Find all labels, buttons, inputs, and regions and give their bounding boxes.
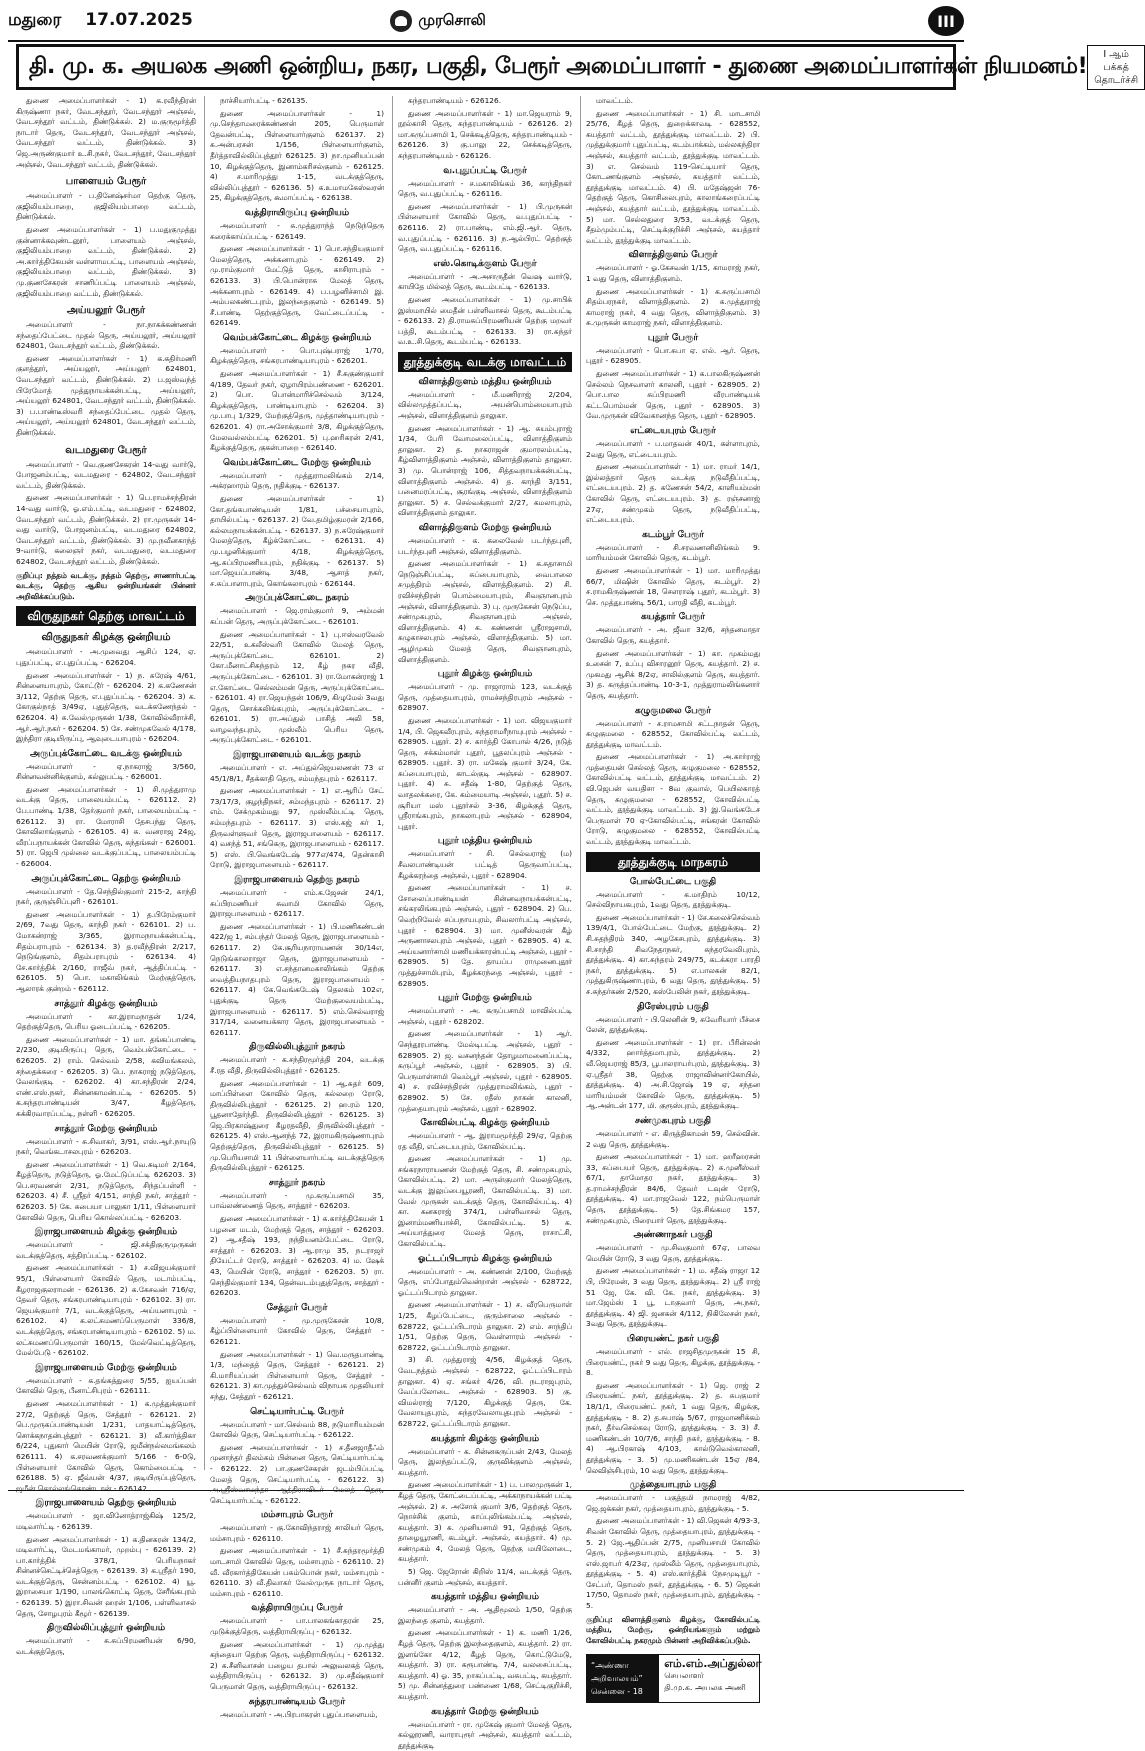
paragraph: அமைப்பாளர் - பொ.சுபா ஏ. எல். ஆர். தெரு, புதூர் - 628905. [586,345,760,366]
section-heading: எஸ்.கொடிக்குளம் பேரூர் [433,258,537,269]
paragraph: அமைப்பாளர் - ஜெ.ராம்குமார் 9, அம்மன் கப்பன் தெரு, அருப்புக்கோட்டை - 626101. [210,606,384,626]
paragraph: அமைப்பாளர் - மு. ராஜாராம் 123, வடக்குத் தெரு, முத்தையாபுரம், ராமச்சந்திரபுரம் அஞ்சல் - 628907. [398,682,572,713]
paragraph: துணை அமைப்பாளர்கள் - 1) ச. வீரபெருமாள் 1/25, கீழப்பேட்டை, குரும்சாலை அஞ்சல் - 628722, ஓட்டப்பிடாரம் தாலுகா. 2) எம். சாந்திப் 1/51, தெற்கு தெரு, வெள்ளாரம் அஞ்சல் - 628722, ஓட்டப்பிடாரம் தாலுகா. [398,1300,572,1352]
section-heading: விளாத்திகுளம் பேரூர் [628,250,718,261]
paragraph: துணை அமைப்பாளர்கள் - 1) மு.முத்து கந்தையா தெற்கு தெரு, வத்திராயிருப்பு - 626132. 2) சு.சீனிவாசன் பழைய தபால் அலுவலகத் தெரு, வத்திராயிருப்பு - 626132. 3) மு.சதீஷ்குமார் பெருமாள் தெரு, வத்திராயிருப்பு - 626132. [210,1639,384,1691]
office-address: “அண்ணா அறிவாலயம்” சென்னை - 18 [587,1655,659,1702]
section-heading: அருப்புக்கோட்டை தெற்கு ஒன்றியம் [31,873,181,884]
paper-name: முரசொலி [418,11,486,29]
signatory-org: தி.மு.க. அயலக அணி [664,1683,746,1693]
paragraph: அமைப்பாளர் - மா.செல்வம் 88, நடுமாரியம்மன் கோவில் தெரு, செட்டியார்பட்டி - 626122. [210,1419,384,1440]
paragraph: துணை அமைப்பாளர்கள் - 1) க.கார்த்திகேயன் 1 பழனை மடம், மேற்குத் தெரு, சாத்தூர் - 626203. 2) ஆ.சதீஷ் 193, நந்தியனம்பேட்டை ரோடு, சாத்தூர் - 626203. 3) ஆ.ராமு 35, நடராஜர் தியேட்டர் ரோடு, சாத்தூர் - 626203. 4) ம. ஷேக் 43, மெயின் ரோடு, சாத்தூர் - 626203. 5) ரா. செந்தில்குமார் 134, தென்வடம்புதுத்தெரு, சாத்தூர் - 626203. [210,1214,384,1298]
paragraph: அமைப்பாளர் - முத்துராமலிங்கம் 2/14, அக்ரஹாரம் தெரு, நதிக்குடி - 626137. [210,470,384,491]
section-heading: போல்பேட்டை பகுதி [629,876,717,887]
notice: குறிப்பு: நத்தம் வடக்கு, நத்தம் தெற்கு, சாணார்பட்டி வடக்கு, தெற்கு ஆகிய ஒன்றியங்கள் பின்னர் அறிவிக்கப்படும். [16,570,196,601]
paragraph: அமைப்பாளர் - சி. செல்வராஜ் (ம) சீவலபாண்டியன் பட்டித் தெருவாப்பட்டி, கீழக்கரந்தை அஞ்சல், புதூர் - 628904. [398,849,572,880]
paragraph: சுந்தரபாண்டியம் - 626126. [408,96,502,105]
section-heading: சாத்தூர் கிழக்கு ஒன்றியம் [54,998,158,1009]
section-heading: புதூர் பேரூர் [647,332,699,343]
paragraph: துணை அமைப்பாளர்கள் - 1) பி.மணிகண்டன் 422/ஜ 1, சம்பந்தர் மேலத் தெரு, இராஜபாளையம் - 626117. 2) கே.சூரியநாராயணன் 30/14எ, நெடுங்காலராஜா தெரு, இராஜபாளையம் - 626117. 3) எ.சந்தானமகாலிங்கம் தெற்கு வைத்தியநாதபுரம் தெரு, இராஜபாளையம் - 626117. 4) கே.வெங்கடேஷ் தெலகம் 102எ, புதுக்குடி தெரு மேற்குவையம்பட்டி, இராஜபாளையம் - 626117. 5) எம்.செல்வராஜ் 317/14, வனையக்கார தெரு, இராஜபாளையம் - 626117. [210,921,384,1037]
paragraph: துணை அமைப்பாளர்கள் - 1) ஆர். செந்தூரபாண்டி மேல்டிபட்டி அஞ்சல், புதூர் - 628905. 2) ஜ. வசனந்தன் தோழமாமனைப்பட்டி, கருப்பூர் அஞ்சல், புதூர் - 628905. 3) பி. பெருமாள்சாமி வெம்பூர் அஞ்சல், புதூர் - 628905. 4) ச. ரவிச்சந்திரன் முத்துராமலிங்கம், புதூர் - 628902. 5) சே. ரதீஸ் நாகன் காலனி, முத்தையாபுரம் அஞ்சல், புதூர் - 628902. [398,1029,572,1113]
paragraph: அமைப்பாளர் - அ.பிரபாகரன் புதுப்பாளையம், [220,1709,378,1719]
section-heading: வடமதுரை பேரூர் [65,444,147,456]
paragraph: துணை அமைப்பாளர்கள் - 1) ம. சதீஷ் ராஜா 12 பி, பிரேமன், 3 வது தெரு, தூத்துக்குடி. 2) ஸ்ரீ ராஜ் 51 ஜே, கே. வி. கே. நகர், தூத்துக்குடி. 3) மா.ஜேம்ஸ் 1 பூ, டாகுவார் தெரு, அ.நகர், தூத்துக்குடி. 4) ஜி. ஜனகன் 4/112, நிகிலேசன் நகர், 3வது தெரு, தூத்துக்குடி. [586,1266,760,1329]
section-heading: ஓட்டப்பிடாரம் கிழக்கு ஒன்றியம் [417,1253,553,1264]
paragraph: அமைப்பாளர் - எ. அப்துல்ஜெயலணன் 73 எ 45/1/8/1, சீதக்காதி தெரு, சம்மந்தபுரம் - 626117. [210,763,384,783]
paragraph: துணை அமைப்பாளர்கள் - 1) ரா. பீரின்லன் 4/332, ஹார்த்தமாபுரம், தூத்துக்குடி. 2) வீ.ஜெயராஜ் 85/3, பூபாலராயர்புரம், தூத்துக்குடி. 3) ஏ.ஸ்ரீதர் 38, தெற்கு ராஜாவின்னர்கோயில், தூத்துக்குடி. 4) அ.சி.ஜோஷ் 19 ஏ, சந்தன மாரியம்மன் கோவில் தெரு, தூத்துக்குடி. 5) ஆ.அன்டன் 177, மி. குரூஸ்புரம், தூத்துக்குடி. [586,1037,760,1111]
section-heading: அருப்புக்கோட்டை நகரம் [245,593,349,604]
paragraph: அமைப்பாளர் - ஏ.நாகராஜ் 3/560, சின்னவன்னிக்குளம், கல்லுபட்டி - 626001. [16,761,196,782]
paragraph: துணை அமைப்பாளர்கள் - 1) ப.மதுகுமுத்து குன்னாக்கவுண்டனூர், பாளையம் அஞ்சல், குஜிலியம்பாறை வட்டம், திண்டுக்கல். 2) அ.கார்த்திகேயன் வள்ளாமபட்டி, பாளையம் அஞ்சல், குஜிலியம்பாறை வட்டம், திண்டுக்கல். 3) மு.குணசேகரன் சாணிப்பட்டி பாளையம் அஞ்சல், குஜிலியம்பாறை வட்டம், திண்டுக்கல். [16,224,196,298]
section-heading: இராஜபாளையம் வடக்கு நகரம் [233,750,361,761]
section-heading: புதூர் மேற்கு ஒன்றியம் [438,993,532,1004]
paragraph: அமைப்பாளர் - க.மாதிரம் 10/12, செல்விநாயகபுரம், 1வது தெரு, தூத்துக்குடி. [586,889,760,910]
paragraph: அமைப்பாளர் - ஆ. இராமமூர்த்தி 29/ஏ, தெற்கு ரத வீதி, எட்டையபுரம், கோவில்பட்டி. [398,1131,572,1151]
paragraph: துணை அமைப்பாளர்கள் - 1) ஜெ. ராஜ் 2 பிரையண்ட் நகர், தூத்துக்குடி. 2) த. சுபகுமார் 18/1/1, பிரையண்ட் நகர், 1 வது தெரு, கிழக்கு, தூத்துக்குடி - 8. 2) த.சுபாஷ் 5/67, ராஜமாணிக்கம் நகர், தீர்வசெல்கவு ரோடு, தூத்துக்குடி - 3. 3) சீ. மணிகண்டன் 10/7/6, சாந்தி நகர், தூத்துக்குடி - 8. 4) ஆ.பிரகாஷ் 4/103, கால்டுவெல்காலனி, தூத்துக்குடி - 3. 5) மு.மணிகண்டன் 15ஏ /84, லெவிஞ்சிபுரம், 10 வது தெரு, தூத்துக்குடி. [586,1380,760,1475]
section-heading: இராஜபாளையம் மேற்கு ஒன்றியம் [35,1362,177,1373]
paragraph: அமைப்பாளர் - க. சின்னகருப்பன் 2/43, மேலத் தெரு, இலந்தப்பட்டு, குருவிக்குளம் அஞ்சல், கயத்தார். [398,1446,572,1477]
section-heading: பாளையம் பேரூர் [65,176,147,188]
paragraph: அமைப்பாளர் - சு.சுப்பிரமணியன் 6/90, வடக்குத்தெரு, [16,1636,196,1656]
paragraph: 3) சி. முத்துராஜ் 4/56, கிழக்குத் தெரு, வேடநத்தம் அஞ்சல் - 628722, ஓட்டப்பிடாரம் தாலுகா. 4) ஏ. சங்கர் 4/26, வி. நடராஜபுரம், வேப்பலோடை அஞ்சல் - 628903. 5) கு. விமல்ராஜ் 7/120, கிழக்குத் தெரு, கே. வேலாயுதபுரம், சுந்தரவேலாயுதபுரம் அஞ்சல் - 628722, ஓட்டப்பிடாரம் தாலுகா. [398,1355,572,1428]
paragraph: அமைப்பாளர் - மு.முருகேசன் 10/8, கீழ்ப்பிள்ளையார் கோவில் தெரு, சேத்தூர் - 626121. [210,1315,384,1346]
page-number: III [928,6,964,36]
notice: குறிப்பு: விளாத்திகுளம் கிழக்கு, கோவில்பட்டி மத்திய, மேற்கு, ஒன்றியங்களும் மற்றும் கோவில்பட்டி நகரமும் பின்னர் அறிவிக்கப்படும். [586,1614,760,1645]
paragraph: துணை அமைப்பாளர்கள் - 1) கா. முகம்மது உசைன் 7, உப்பு விசாரனூர் தெரு, கயத்தார். 2) ச. முகமது ஆசிக் 8/2ஏ, சாலில்குளம் தெரு, கயத்தார். 3) த. கருத்தப்பாண்டி 10-3-1, முத்துராமலிங்கனார் தெரு, கயத்தார். [586,648,760,700]
paragraph: அமைப்பாளர் - பகுத்தமி நாமராஜ் 4/82, ஜெ.ஜக்கன் நகர், முத்தையாபுரம், தூத்துக்குடி - 5. [586,1493,760,1513]
section-heading: சாத்தூர் நகரம் [268,1177,326,1188]
paragraph: துணை அமைப்பாளர்கள் - 1) க.சுருப்பசாமி சிதம்பரநகர், விளாத்திகுளம். 2) க.முத்துராஜ் காமராஜ் நகர், 4 வது தெரு, விளாத்திகுளம். 3) சு.முருகன் காமராஜ் நகர், விளாத்திகுளம். [586,286,760,328]
continuation-note-line2: தொடர்ச்சி [1094,74,1139,86]
paragraph: அமைப்பாளர் - அ. ஆதிமூலம் 1/50, தெற்கு இலந்தை குளம், கயத்தார். [398,1605,572,1625]
section-heading: வெம்பக்கோட்டை கிழக்கு ஒன்றியம் [222,332,372,343]
section-heading: அருப்புக்கோட்டை வடக்கு ஒன்றியம் [30,748,182,759]
section-heading: மம்சாபுரம் பேரூர் [260,1510,334,1521]
section-heading: முத்தையாபுரம் பகுதி [629,1480,717,1491]
section-heading: கழுகுமலை பேரூர் [635,705,711,716]
paragraph: துணை அமைப்பாளர்கள் - 1) கோ.தங்கபாண்டியன் 1/81, பச்சையாபுரம், தாயில்பட்டி - 626137. 2) வே.தமிழ்குமரன் 2/166, கல்லமநாயக்கன்பட்டி - 626137. 3) ந.சுரேஷ்குமார் மேலத்தெரு, கீழ்க்கோட்டை - 626131. 4) மு.பழனிக்குமார் 4/18, கிழக்குத்தெரு, ஆ.சுப்பிரமணியபுரம், நதிக்குடி - 626137. 5) மா.ஜெயப்பாண்டி 3/48, ஆசாத் நகர், ச.சுப்பாளாபுரம், கொங்கலாபுரம் - 626144. [210,494,384,588]
paragraph: துணை அமைப்பாளர்கள் - 1) க.பாலகிருஷ்ணன் செல்லம் நெசவாளர் காலனி, புதூர் - 628905. 2) பொ.பால சுப்பிரமணி வீரபாண்டியக் கட்டபொம்மன் தெரு, புதூர் - 628905. 3) வே.முருகன் விவேகானந்த தெரு, புதூர் - 628905. [586,369,760,421]
district-banner: விருதுநகர் தெற்கு மாவட்டம் [16,606,196,626]
column-1 [16,96,196,1656]
section-heading: இராஜபாளையம் கிழக்கு ஒன்றியம் [34,1227,178,1238]
paragraph: துணை அமைப்பாளர்கள் - 1) பெ.ராமச்சந்திரன் 14-வது வார்டு, ஓ.எம்.பட்டி, வடமதுரை - 624802, வேடசந்தூர் வட்டம், திண்டுக்கல். 2) ரா.முருகன் 14-வது வார்டு, போஜனம்பட்டி, வடமதுரை 624802, வேடசந்தூர் வட்டம், திண்டுக்கல். 3) மு.நவீனகாந்த் 9-வார்டு, கலைஞர் நகர், வடமதுரை, வடமதுரை 624802, வேடசந்தூர் வட்டம், திண்டுக்கல். [16,493,196,566]
section-heading: சேத்தூர் பேரூர் [266,1302,328,1313]
paragraph: துணை அமைப்பாளர்கள் - 1) மா. தங்கப்பாண்டி 2/230, குடியிருப்பு தெரு, வெம்பக்கோட்டை - 626205. 2) ராம். செல்வம் 2/58, கவிமங்கலம், சந்தைக்கரை - 626205. 3) பெ. நாகராஜ் நடுத்தெரு, வேலங்குடி - 626202. 4) கா.சந்திரன் 2/24, எண்.எஸ்.நகர், சின்னகாமன்பட்டி - 626205. 5) க.சுந்தரபாண்டியன் 3/47, கீழத்தெரு, சுக்கிரவாரப்பட்டி, நள்ளி - 626205. [16,1034,196,1118]
paragraph: அமைப்பாளர் - அ. கருப்பசாமி மாவில்பட்டி அஞ்சல், புதூர் - 628202. [398,1006,572,1026]
paragraph: துணை அமைப்பாளர்கள் - 1) சி. மாடசாமி 25/76, கீழத் தெரு, துறைக்காவடி - 628552, கயத்தார் வட்டம், தூத்துக்குடி மாவட்டம். 2) பி. முத்துக்குமார் புதுப்பட்டி, கடம்பாக்கம், மல்லகந்திரா அஞ்சல், கயத்தார் வட்டம், தூத்துக்குடி மாவட்டம். 3) எ. செல்வம் 119-செட்டியார் தெரு, கோடணங்குளம் அஞ்சல், கயத்தார் வட்டம், தூத்துக்குடி மாவட்டம். 4) பி. மதேஷ்ஜன் 76-தெற்குத் தெரு, கொசிலைபுரம், காலாங்கரைப்பட்டி அஞ்சல், கயத்தார் வட்டம், தூத்துக்குடி மாவட்டம். 5) மா. செல்லதுரை 3/53, வடக்குத் தெரு, சீதம்மும்பட்டி, செட்டிக்குறிச்சி அஞ்சல், கயத்தார் வட்டம், தூத்துக்குடி மாவட்டம். [586,108,760,245]
paragraph: அமைப்பாளர் - கு.கோவிந்தராஜ் சாலியர் தெரு, மம்சாபுரம் - 626110. [210,1523,384,1543]
district-banner: தூத்துக்குடி மாநகரம் [586,852,760,872]
paragraph: அமைப்பாளர் - சு.சிவாகர், 3/91, எஸ்.ஆர்.நாயுடு நகர், வெங்கடாசலபுரம் - 626203. [16,1136,196,1157]
section-heading: இராஜபாளையம் தெற்கு ஒன்றியம் [35,1498,177,1509]
paragraph: துணை அமைப்பாளர்கள் - 1) க.முத்துக்குமார் 27/2, தெற்குத் தெரு, சேத்தூர் - 626121. 2) பெ.முருகப்பாண்டியன் 1/231, பாதயாட்டித்தெரு, சொக்கநாதன்புத்தூர் - 626121. 3) வீ.கார்த்திகா 6/224, புதுகார் மெயின் ரோடு, ஜமீன்நல்லமங்கலம் 626111. 4) க.சரவணக்குமார் 5/166 - 6-0டு, பிள்ளையார் கோவில் தெரு, கொம்மைபட்டி - 626188. 5) ஏ. ஜீவ்யன் 4/37, குடியிருப்புத்தெரு, ஜமீன் கொல்லங்கொண்டான் - 626142. [16,1398,196,1493]
paragraph: துணை அமைப்பாளர்கள் - 1) வெ.சுடிமர் 2/164, கீழத்தெரு, நடுத்தெரு, ஓ.மேட்டுப்பட்டி 626203. 3) பெ.சரவணன் 2/31, நடுத்தெரு, சிந்தப்பள்ளி - 626203. 4) சீ. ஸ்ரீதர் 4/151, சாந்தி நகர், சாத்தூர் - 626203. 5) கே. சுபையா பாலுகா 1/11, பிள்ளையார் கோவில் தெரு, பெரிய கொல்லப்பட்டி - 626203. [16,1159,196,1222]
paragraph: துணை அமைப்பாளர்கள் - 1) சீ.சுகுண்குமார் 4/189, தேவர் நகர், ஏழாயிரம்பண்ணை - 626201. 2) பொ. பொன்மாரிச்செல்வம் 3/124, கிழக்குத்தெரு, பாண்டியாபுரம் - 626204. 3) மு.பாபு 1/329, மேற்குத்தெரு, முத்தாண்டியாபுரம் - 626201. 4) ரா.அசோக்குமார் 3/8, கிழக்குத்தெரு, மேலவல்லம்பட்டி 626201. 5) பு.ஹரிகரன் 2/41, கீழக்குத்தெரு, குகன்பாறை - 626140. [210,369,384,453]
paragraph: துணை அமைப்பாளர்கள் - 1) ச.தீனஜாதீஃம் முனாந்தர் திலம்கம் பின்னை தெரு, செட்டியார்பட்டி - 626122. 2) பா.குணசேகரன் ஜடம்பிப்பட்டி மேலத் தெரு, செட்டியார்பட்டி - 626122. 3) அ.ஸ்ரீஸ்வாமந்தா ஆத்திராவிடர் மேலத் தெரு, செட்டியார்பட்டி - 626122. [210,1442,384,1505]
column-3 [392,96,572,1750]
section-heading: திருவில்லிப்புத்தூர் ஒன்றியம் [46,1623,166,1634]
section-heading: திருவில்லிபுத்தூர் நகரம் [249,1042,345,1053]
paragraph: துணை அமைப்பாளர்கள் - 1) ப. பாலமுருகன் 1, கீழத் தெரு, கோட்டைப்பட்டி, அக்காநாயக்கன் பட்டி அஞ்சல். 2) ச. அசோக் குமார் 3/6, தெற்குத் தெரு, நொச்சிக் குளம், காப்புலிங்கம்பட்டி அஞ்சல், கயத்தார். 3) சு. முனியசாமி 91, தெற்குத் தெரு, தாழையூரணி, கடம்பூர். அஞ்சல், கயத்தார். 4) மு. சண்முகம் 4, மேலத் தெரு, தெற்கு மயிலோடை, கயத்தார். [398,1480,572,1564]
section-heading: இராஜபாளையம் தெற்கு நகரம் [234,875,360,885]
section-heading: சுந்தரபாண்டியம் பேரூர் [248,1696,346,1707]
paragraph: 5) ஜெ. ஜேரோன் கிறிஸ் 11/4, வடக்குத் தெரு, பன்னீர் குளம் அஞ்சல், கயத்தார். [398,1567,572,1587]
section-heading: எட்டையபுரம் பேரூர் [630,426,716,437]
paragraph: அமைப்பாளர் - க.சந்திரமூர்த்தி 204, வடக்கு சீ.ரத வீதி, திருவில்லிபுத்தூர் - 626125. [210,1055,384,1075]
paragraph: துணை அமைப்பாளர்கள் - 1) வி.ஜெகன் 4/93-3, சிவன் கோவில் தெரு, முத்தையாபுரம், தூத்துக்குடி - 5. 2) ஜே.ஆதிப்பன் 2/75, முனியசாமி கோவில் தெரு, முத்தையாபுரம், தூத்துக்குடி - 5. 3) எஸ்.ஜாபர் 4/23ஏ, முஸ்லீம் தெரு, முத்தையாபுரம், தூத்துக்குடி - 5. 4) எஸ்.கார்த்திக் நேசமுடியூர் - சேட்பர், தொமஸ் நகர், தூத்துக்குடி - 6. 5) ஜெகன் 17/50, தொமஸ் நகர், முத்தையாபுரம், தூத்துக்குடி - 5. [586,1516,760,1611]
section-heading: விளாத்திகுளம் மேற்கு ஒன்றியம் [418,523,552,533]
paragraph: அமைப்பாளர் - அ. ஜீவா 32/6, சந்தனமாதா கோவில் தெரு, கயத்தார். [586,625,760,645]
paragraph: அமைப்பாளர் - மு.சிவகுமார் 67ஏ, பாலவ மெயின் ரோடு, 3 வது தெரு, தூத்துக்குடி. [586,1243,760,1263]
paragraph: துணை அமைப்பாளர்கள் - 1) மா.ஜெயராம் 9, நூல்காசி தெரு, சுந்தரபாண்டியம் - 626126. 2) மா.கருப்பசாமி 1, செக்கடித்தெரு, சுந்தரபாண்டியம் - 626126. 3) கு.பாலு 22, செக்கடித்தெரு, சுந்தரபாண்டியம் - 626126. [398,108,572,160]
paragraph: துணை அமைப்பாளர்கள் - 1) ச. சோலைப்பாண்டியன் சின்னவநாயக்கன்பட்டி, சங்கரலிங்கபுரம் அஞ்சல், புதூர் - 628904. 2) பெ. வெற்றிவேல் சப்பநாயபுரம், சிவலார்பட்டி அஞ்சல், புதூர் - 628904. 3) மா. முனீஸ்வரன் கீழ் அருணாசலபுரம் அஞ்சல், புதூர் - 628905. 4) க. அய்யனார்சாமி மணியக்காரன்பட்டி அஞ்சல், புதூர் - 628905. 5) தே. தாயப்ப ராமுனைபுதூர் முத்துச்சாமிபுரம், கீழக்கரந்தை அஞ்சல், புதூர் - 628905. [398,883,572,988]
paragraph: துணை அமைப்பாளர்கள் - 1) சே.கலைச்செல்வம் 139/4/1, போல்பேட்டை மேற்கு, தூத்துக்குடி. 2) சி.சுதந்திரம் 340, அழகேசபுரம், தூத்துக்குடி. 3) சி.சாந்தி சிவநேதாநகர், சுந்தரவேலிபுரம், தூத்துக்குடி. 4) கா.சுந்தரம் 249/75, கடக்கரா பாரதி நகர், தூத்துக்குடி. 5) எ.பாலகன் 82/1, முத்துகிருஷ்ணாபுரம், 6 வது தெரு, தூத்துக்குடி. 5) ச.சுந்தர்கண் 2/520, கஸ்பேலின் நகர், தூத்துக்குடி. [586,912,760,996]
paragraph: அமைப்பாளர் - தே.செந்தில்குமார் 215-2, காந்தி நகர், குருஞ்சிப்புளி - 626101. [16,886,196,907]
paragraph: அமைப்பாளர் - கா.இராமநாதன் 1/24, தெற்குத்தெரு, பெரிய ஓடைப்பட்டி - 626205. [16,1011,196,1032]
section-heading: அய்யலூர் பேரூர் [66,305,146,317]
paragraph: துணை அமைப்பாளர்கள் - 1) மா. விஜயகுமார் 1/4, பி. ஜெகவீரபுரம், சுந்தராமரீநாயுபுரம் அஞ்சல் - 628905. புதூர். 2) ச. கார்த்தி கோபால் 4/26, நடுத் தெரு, சக்கம்மாள் புதூர், பூதலப்புரம் அஞ்சல் - 628905. புதூர். 3) ரா. மகேஷ் குமார் 3/24, கே. சுப்பையாபுரம், காடல்குடி அஞ்சல் - 628907. புதூர். 4) சு. சதீஷ் 1-80, தெற்குத் தெரு, வாதலக்கரை, கே. கம்மையாடி அஞ்சல், புதூர். 5) ச. சூரியா மஸ் புதூர்சல் 3-36, கிழக்குத் தெரு, ஸ்ரீராங்கபுரம், நாகலாபுரம் அஞ்சல் - 628904, புதூர். [398,715,572,831]
section-heading: அண்ணாநகர் பகுதி [633,1230,713,1241]
paragraph: துணை அமைப்பாளர்கள் - 1) க. மணி 1/26, கீழத் தெரு, தெற்கு இலந்தைகுளம், கயத்தார். 2) ரா. இளங்கோ 4/12, கீழத் தெரு, கொட்டுமேடு, கயத்தார். 3) ரா. கரூபாண்டி 7/4, வலசைப்பட்டி, கயத்தார். 4) ஓ. 35, றாகப்பட்டி, வசுபட்டி, கயத்தார். 5) மு. சின்னத்துரை பண்ணை 1/68, செட்டிகுறிச்சி, கயத்தார். [398,1628,572,1701]
section-heading: புதூர் மத்திய ஒன்றியம் [437,836,533,847]
paragraph: துணை அமைப்பாளர்கள் - 1) மா. ஹரீஹரசன் 33, சுப்பையர் தெரு, தூத்துக்குடி. 2) சு.முனீஸ்வர் 67/1, தாமோதர நகர், தூத்துக்குடி. 3) த.ராமச்சந்திரன் 84/6, தேவர் டவுன் ரோடு, தூத்துக்குடி. 4) மா.ராஜவேல் 122, நம்பெருமாள் தெரு, தூத்துக்குடி. 5) தே.சிங்கமர 157, சண்முகபுரம், பிரையார் தெரு, தூத்துக்குடி. [586,1152,760,1225]
section-heading: கயத்தார் மத்திய ஒன்றியம் [430,1592,540,1603]
headline: தி. மு. க. அயலக அணி ஒன்றிய, நகர, பகுதி, பேரூர் அமைப்பாளர் - துணை அமைப்பாளர்கள் நியமனம்! [29,52,1088,79]
paragraph: துணை அமைப்பாளர்கள் - 1) த.பிரேம்குமார் 2/69, 7வது தெரு, காந்தி நகர் - 626101. 2) ப. மோகன்ராஜ் 3/365, இராமநாயக்கன்பட்டி, சிதம்பராபுரம் - 626134. 3) த.ரவீந்திரன் 2/217, நெடுங்குளம், சிதம்பராபுரம் - 626134. 4) சே.கார்த்திக் 2/160, ராஜீவ் நகர், ஆத்திப்பட்டி - 626105. 5) பொ. மகாலிங்கம் மேற்குத்தெரு, ஆலாரக் குன்றம் - 626112. [16,909,196,993]
section-heading: வத்திராயிருப்பு ஒன்றியம் [244,207,350,218]
continuation-note-line1: I ஆம் பக்கத் [1103,48,1129,73]
masthead-right [928,6,964,36]
paragraph: அமைப்பாளர் - க. கலைவேல் படர்ந்தபுளி, படர்ந்தபுளி அஞ்சல், விளாத்திகுளம். [398,536,572,556]
section-heading: வ.புதுப்பட்டி பேரூர் [443,165,527,176]
paragraph: அமைப்பாளர் - மீ.மணிராஜ் 2/204, வில்லமுத்தப்பட்டி, அயன்பொம்மையாபுரம் அஞ்சல், விளாத்திகுளம் தாலுகா. [398,389,572,421]
bottom-rule [8,1490,964,1491]
signatory-role: செயலாளர் [664,1671,704,1681]
paragraph: துணை அமைப்பாளர்கள் - 1) சி.முத்துராமு வடக்கு தெரு, பாலையம்பட்டி - 626112. 2) பே.பாண்டி 1/38, தேர்குமார் நகர், பாலையம்பட்டி - 626112. 3) ரா. மோராசி தேசபந்து தெரு, கோவிலாங்குளம் - 626105. 4) சு. வனராஜ 24ஜ, வீரப்பநாயக்கன் கோவில் தெரு, சுந்தங்கள் - 626001. 5) ரா. ஜெபி முல்லை வடக்குப்பட்டி, பாலையம்பட்டி - 626004. [16,784,196,869]
paragraph: அமைப்பாளர் - பா.பாலகங்காதரன் 25, முடுக்குத்தெரு, வத்திராயிருப்பு - 626132. [210,1616,384,1637]
paragraph: துணை அமைப்பாளர்கள் - 1) ச.விஜயக்குமார் 95/1, பிள்ளையார் கோவில் தெரு, மடாம்பட்டி, கீழராஜகுலராமன் - 626136. 2) க.கேசவன் 716/ஏ, தேவர் தெரு, சங்கரபாண்டியாபுரம் - 626102. 3) ரா. ஜெயக்குமார் 7/1, வடக்குத்தெரு, அய்யனாபுரம் - 626102. 4) க.லட்சுமணப்பெருமாள் 336/8, வடக்குத்தெரு, சங்கரபாண்டியாபுரம் - 626102. 5) ம. லட்சுமணப்பெருமாள் 160/15, மேல்வெட்டித்தெரு, மேல்பேடு - 626102. [16,1263,196,1358]
section-heading: வத்திராயிருப்பு பேரூர் [251,1603,343,1614]
signature-block [586,1654,760,1703]
paragraph: அமைப்பாளர் - ச.ராமசாமி சட்டநாதன் தெரு, கழுகுமலை - 628552, கோவில்பட்டி வட்டம், தூத்துக்குடி மாவட்டம். [586,718,760,749]
city: மதுரை [8,10,62,30]
section-heading: பிரையண்ட் நகர் பகுதி [626,1334,720,1344]
paragraph: அமைப்பாளர் - ச.மகாலிங்கம் 36, காந்திநகர் தெரு, வ.புதுப்பட்டி - 626116. [398,178,572,199]
section-heading: சாத்தூர் மேற்கு ஒன்றியம் [54,1123,158,1134]
signatory-name: எம்.எம்.அப்துல்லா [664,1657,762,1671]
masthead-brand [390,10,629,32]
newspaper-logo-icon [390,10,412,32]
paragraph: அமைப்பாளர் - அ.அசாருதீன் வெஷ வார்டு, காயிதே மில்லத் தெரு, கூடம்பட்டி - 626133. [398,271,572,292]
section-heading: விருதுநகர் கிழக்கு ஒன்றியம் [41,632,171,644]
paragraph: அமைப்பாளர் - க.தங்கத்துரை 5/55, ஐயப்பன் கோவில் தெரு, பீனாட்சிபுரம் - 626111. [16,1375,196,1396]
paragraph: அமைப்பாளர் - ப.மாதவன் 40/1, கள்ளாபுரம், 2வது தெரு, எட்டையபுரம். [586,439,760,459]
paragraph: அமைப்பாளர் - ரா. முகேஷ் குமார் மேலத் தெரு, கல்லூரணி, வாராபுரூர் அஞ்சல், கயத்தார் வட்டம், தூத்துக்குடி [398,1719,572,1750]
paragraph: அமைப்பாளர் - ஜா.வினோத்ராஜ்கிஷ் 125/2, மடிவார்ட்டி - 626139. [16,1511,196,1531]
section-heading: செட்டியார்பட்டி பேரூர் [250,1406,344,1417]
paragraph: அமைப்பாளர் - மு.கருப்பசாமி 35, பாவ்லண்ணைத் தெரு, சாத்தூர் - 626203. [210,1190,384,1211]
paragraph: துணை அமைப்பாளர்கள் - 1) க.சுதாசாமி நெடுஞ்சிப்பட்டி, சுப்பையாபுரம், வைபாலை சமுத்திரம் அஞ்சல், விளாத்திகுளம். 2) சி. ரவிச்சந்திரன் பொம்மையாபுரம், சிவஞானபுரம் அஞ்சல், விளாத்திகுளம். 3) பு. முருகேசன் நெடுப்ப, சண்முகபுரம், சிவஞானபுரம் அஞ்சல், விளாத்திகுளம். 4) க. கண்ணன் ஸ்ரீராஜசாமி, கழுகாசலபுரம் அஞ்சல், விளாத்திகுளம். 5) மா. ஆழிமுகம் மேலத் தெரு, சிவஞானபுரம், விளாத்திகுளம். [398,559,572,664]
article-columns [16,96,956,1750]
section-heading: கயத்தார் கிழக்கு ஒன்றியம் [430,1433,540,1444]
paragraph: அமைப்பாளர் - வெ.குணசேகரன் 14-வது வார்டு, போஜனம்பட்டி, வடமதுரை - 624802, வேடசந்தூர் வட்டம், திண்டுக்கல். [16,459,196,490]
section-heading: கோவில்பட்டி கிழக்கு ஒன்றியம் [420,1118,550,1129]
paragraph: நாச்சியார்பட்டி - 626135. [220,96,308,105]
section-heading: புதூர் கிழக்கு ஒன்றியம் [437,669,533,680]
paragraph: துணை அமைப்பாளர்கள் - 1) சீ.சுந்தரமூர்த்தி மாடசாமி கோவில் தெரு, மம்சாபுரம் - 626110. 2) வீ. வீரகார்த்திகேயன் பசும்பொன் நகர், மம்சாபுரம் - 626110. 3) வீ.திவாகர் வேல்முருக நாடார் தெரு, மம்சாபுரம் - 626110. [210,1546,384,1598]
continuation-note [1087,45,1145,90]
date: 17.07.2025 [85,10,193,30]
paragraph: துணை அமைப்பாளர்கள் - 1) க.ரவீந்திரன் கிருஷ்ணா நகர், வேடசந்தூர், வேடசந்தூர் அஞ்சல், வேடசந்தூர் வட்டம், திண்டுக்கல். 2) ம.குருமூர்த்தி நாடார் தெரு, வேடசந்தூர், வேடசந்தூர் அஞ்சல், வேடசந்தூர் வட்டம், திண்டுக்கல். 3) ஜெ.அருண்குமார் உ.சி.நகர், வேடசந்தூர், வேடசந்தூர் அஞ்சல், வேடசந்தூர் வட்டம், திண்டுக்கல். [16,96,196,169]
paragraph: அமைப்பாளர் - சி.சரவணனிலிங்கம் 9. மாரியம்மன் கோவில் தெரு, கடம்பூர். [586,542,760,563]
section-heading: விளாத்திகுளம் மத்திய ஒன்றியம் [418,376,552,387]
paragraph: அமைப்பாளர் - பொ.புஷ்பராஜ் 1/70, கிழக்குத்தெரு, சங்கரபாண்டியாபுரம் - 626201. [210,345,384,366]
paragraph: துணை அமைப்பாளர்கள் - 1) ஆ.சுதர் 609, மாப்பிள்ளை கோவில் தெரு, கல்லறை ரோடு, திருவில்லிபுத்தூர் - 626125. 2) ஹ.ரம் 120, பூதனாதேர்ந்தி. திருவில்லிபுத்தூர் - 626125. 3) ஜெ.பிரகாஷ்துரை கீழரதவீதி, திருவில்லிபுத்தூர் - 626125. 4) எஸ்.ஆனந்த் 72, இராமகிருஷ்ணாபுரம் தெற்குத்தெரு, திருவில்லிபுத்தூர் - 626125. 5) மு.பெரியசாமி 11 பிள்ளையார்பட்டி வடக்குத்தெரு திருவில்லிபுத்தூர் - 626125. [210,1078,384,1173]
paragraph: துணை அமைப்பாளர்கள் - 1) அ.கார்ராஜ் முத்தையன் செல்லத் தெரு, கழுகுமலை - 628552, கோவில்பட்டி வட்டம், தூத்துக்குடி மாவட்டம். 2) வி.ஜெபன் வயதிசா - 8வ குவால், பெயிலகாரத் தெரு, கழுகுமலை - 628552, கோவில்பட்டி வட்டம், தூத்துக்குடி மாவட்டம். 3) இ.வெங்கடேச பெருமாள் 70 ஏ-கோவில்பட்டி, சங்கரன் கோவில் ரோடு, கழுகுமலை - 628552, கோவில்பட்டி வட்டம், தூத்துக்குடி மாவட்டம். [586,752,760,847]
paragraph: துணை அமைப்பாளர்கள் - 1) எ.ஆரிப் சேட் 73/17/3, குழந்திநகர், சம்மந்தபுரம் - 626117. 2) எம். சேக்முகம்மது 97, முஸ்லீம்பட்டி தெரு, சம்மந்தபுரம் - 626117. 3) எஸ்.கஜ் கர் 1, திருவள்ளுவர் தெரு, இராஜபாளையம் - 626117. 4) வசந்த் 51, சங்கெரு, இராஜபாளையம் - 626117. 5) எஸ். பி.வெங்கடேஷ் 977எ/474, தென்காசி ரோடு, இராஜபாளையம் - 626117. [210,786,384,870]
paragraph: துணை அமைப்பாளர்கள் - 1) ஆ. சுயம்புராஜ் 1/34, பேரி வோமலைப்பட்டி, விளாத்திகுளம் தாலுகா. 2) த. நாகராஜன் குமாரலம்பட்டி, கீழ்விளாத்திகுளம் அஞ்சல், விளாத்திகுளம் தாலுகா. 3) மு. பொன்ராஜ் 106, சித்தவநாயக்கன்பட்டி, விளாத்திகுளம் அஞ்சல். 4) த. காந்தி 3/151, பனைமரப்பட்டி, சூரங்குடி அஞ்சல், விளாத்திகுளம் தாலுகா. 5) ச. செல்வக்குமார் 2/27, கமலாபுரம், விளாத்திகுளம் தாலுகா. [398,423,572,518]
paragraph: அமைப்பாளர் - ப.தினேஷ்சர்மா தெற்கு தெரு, குஜிலியம்பாறை, குஜிலியம்பாறை வட்டம், திண்டுக்கல். [16,191,196,222]
paragraph: அமைப்பாளர் - பி.லெனின் 9, சுவேரியார் பீச்சை லேன், தூத்துக்குடி. [586,1014,760,1035]
paragraph: துணை அமைப்பாளர்கள் - 1) மு. சங்கரநாராயணன் மேற்குத் தெரு, சி. சண்முகபுரம், கோவில்பட்டி. 2) மா. அருள்குமார் மேலத்தெரு, வடக்கு இலுப்பையூரணி, கோவில்பட்டி. 3) மா. வேல் முருகன் வடக்குத் தெரு, கோவில்பட்டி. 4) கா. கனகராஜ் 374/1, பள்ளிவாசல் தெரு, இனாம்மணியாச்சி, கோவில்பட்டி. 5) க. அய்யாத்துரை மேலத் தெரு, ராசாட்சி, கோவில்பட்டி. [398,1154,572,1249]
paragraph: அமைப்பாளர் - ஜி.சக்திகுருமுருகன் வடக்குத்தெரு, சத்திரப்பட்டி - 626102. [16,1240,196,1260]
paragraph: துணை அமைப்பாளர்கள் - 1) பொ.சந்தியகுமார் மேலத்தெரு, அக்கனாபுரம் - 626149. 2) மு.ராம்குமார் மேட்டுத் தெரு, காசிராபுரம் - 626133. 3) பி.பொன்ராசு மேலத் தெரு, அக்கனாபுரம் - 626149. 4) ப.பழனிச்சாமி இ. அம்பலகண்டபுரம், இலந்தைகுளம் - 626149. 5) சீ.பாண்டி தெற்குத்தெரு, வேட்டைப்பட்டி - 626149. [210,244,384,328]
paragraph: மாவட்டம். [596,96,633,105]
paragraph: துணை அமைப்பாளர்கள் - 1) ந. சுரேஷ் 4/61, சின்னையாபுரம், கோட்டூர் - 626204. 2) க.கணேசன் 3/112, தெற்கு தெரு, எ.புதுப்பட்டி - 626204. 3) க. கோகுல்நாத் 3/49ஏ, புதுத்தெரு, வடக்கணேந்தல் - 626204. 4) சு.வேல்முருகன் 1/38, கோவில்வீராச்சி, ஆர்.ஆர்.நகர் - 626204. 5) சே. சண்முகவேல் 4/178, இந்திரா குடியிருப்பு, ஆவுடையாபுரம் - 626204. [16,670,196,744]
paragraph: அமைப்பாளர் - அ. கண்ணன் 2/100, மேற்குத் தெரு, எப்போதும்வென்றான் அஞ்சல் - 628722, ஓட்டப்பிடாரம் தாலுகா. [398,1266,572,1297]
district-banner: தூத்துக்குடி வடக்கு மாவட்டம் [398,352,572,372]
paragraph: துணை அமைப்பாளர்கள் - 1) க.கதிர்மணி குளத்தூர், அய்யலூர், அய்யலூர் 624801, வேடசந்தூர் வட்டம், திண்டுக்கல். 2) ப.ஜஸ்வந்த் பிரேமோத் முத்துநாயக்கன்பட்டி, அய்யலூர், அய்யலூர் 624801, வேடசந்தூர் வட்டம், திண்டுக்கல். 3) ப.பாண்டீஸ்வரி சந்தைப்பேட்டை முதல் தெரு, அய்யலூர், அய்யலூர் 624801, வேடசந்தூர் வட்டம், திண்டுக்கல். [16,353,196,438]
paragraph: துணை அமைப்பாளர்கள் - 1) க.தினகரன் 134/2, மடிவார்ட்டி, மேடமங்காமர், முறம்பு - 626139. 2) பா.கார்த்திக் 378/1, பெரியநாகர் சின்னச்செட்டிச்செத்தெரு - 626139. 3) க.ஸ்ரீதர் 190, வடக்குத்தெரு, சென்னம்பட்டி - 626102. 4) யூ. இராசையா 1/190, பாலங்கொட்டி தெரு, சேரீங்கபுரம் - 626139. 5) இரா.சிவன் ஹரன் 1/106, பள்ளிவாசல் தெரு, சோழபுரம் கீழூர் - 626139. [16,1534,196,1618]
section-heading: திரேஸ்புரம் பகுதி [637,1001,709,1012]
masthead-rule [8,40,964,42]
signatory [659,1655,762,1702]
paragraph: துணை அமைப்பாளர்கள் - 1) பி.முருகன் பிள்ளையார் கோவில் தெரு, வ.புதுப்பட்டி - 626116. 2) ரா.பாண்டி, எம்.ஜி.ஆர். தெரு, வ.புதுப்பட்டி - 626116. 3) ந.ஆல்பிரட் தெற்குத் தெரு, வ.புதுப்பட்டி - 626116. [398,201,572,254]
paragraph: துணை அமைப்பாளர்கள் - 1) மா. மாரிமுத்து 66/7, மிஷின் கோவில் தெரு, கடம்பூர். 2) ச.ராமகிருஷ்ணன் 18, சௌராஷ் புதூர், கடம்பூர். 3) செ. முத்துபாண்டி 56/1, பாரதி வீதி, கடம்பூர். [586,565,760,607]
paragraph: துணை அமைப்பாளர்கள் - 1) பு.ஈஸ்வரவேல் 22/51, உகலீஸ்வரி கோவில் மேலத் தெரு, அருப்புக்கோட்டை 626101. 2) கோ.மீனாட்சிசுந்தரம் 12, கீழ் நகர வீதி, அருப்புக்கோட்டை - 626101. 3) ரா.மோகன்ராஜ் 1 எ.கோட்டை செல்லம்மன் தெரு, அருப்புக்கோட்டை - 626101. 4) ரா.ஜெயந்தன் 106/9, கிழுமேல் 3வது தெரு, சொக்கலிங்கபுரம், அருப்புக்கோட்டை - 626101. 5) ரா.அப்துல் பாசித் அலி 58, வாழவந்தபுரம், முஸ்லீம் பெரிய தெரு, அருப்புக்கோட்டை - 626101. [210,629,384,745]
section-heading: கயத்தார் பேரூர் [641,612,705,623]
paragraph: அமைப்பாளர் - சு.முத்துராந்த் நெடுந்தெரு சுரைக்காய்ப்பட்டி - 626149. [210,220,384,241]
paragraph: அமைப்பாளர் - நா.நாகக்கண்ணன் சந்தைப்பேட்டை முதல் தெரு, அய்யலூர், அய்யலூர் 624801, வேடசந்தூர் வட்டம், திண்டுக்கல். [16,320,196,351]
masthead [8,4,964,38]
section-heading: வெம்பக்கோட்டை மேற்கு ஒன்றியம் [223,457,371,468]
paragraph: துணை அமைப்பாளர்கள் - 1) மா. ராமர் 14/1, இல்லத்தார் தெரு வடக்கு நடுவீதிப்பட்டி, எட்டையபுரம். 2) த. கணேசன் 54/2, காளியம்மன் கோவில் தெரு, எட்டையபுரம். 3) த. ரஞ்சனாஜ் 27ஏ, சண்முகம் தெரு, நடுவீதிப்பட்டி, எட்டையபுரம். [586,462,760,525]
column-2 [204,96,384,1719]
paragraph: அமைப்பாளர் - அ.முவைது ஆசிப் 124, ஏ. புதுப்பட்டி, எ.புதுப்பட்டி - 626204. [16,647,196,667]
paragraph: அமைப்பாளர் - எம்.க.ஜேசன் 24/1, சுப்பிரமணியர் சுவாமி கோவில் தெரு, இராஜபாளையம் - 626117. [210,888,384,919]
paragraph: அமைப்பாளர் - ஓ.கேசவன் 1/15, காமராஜ் நகர், 1 வது தெரு, விளாத்திகுளம். [586,263,760,283]
headline-banner [16,44,1139,90]
column-4 [580,96,762,1697]
section-heading: சண்முகபுரம் பகுதி [635,1115,711,1126]
paragraph: துணை அமைப்பாளர்கள் - 1) மு.செந்தாமரைக்கண்ணன் 205, பெருமாள் தேவன்பட்டி, பிள்ளையார்குளம் 626137. 2) சு.அன்பரசன் 1/156, பிள்ளையார்குளம், தீர்த்தாவில்லிப்புத்தூர் 626125. 3) நா.முனியப்பன் 10, கிழக்குத்தெரு, இனாம்கரிசல்குளம் - 626125. 4) ச.மாரிமுத்து 1-15, வடக்குத்தெரு, வில்லிப்புத்தூர் - 626136. 5) க.உமாமகேஸ்வரன் 25, கிழக்குத்தெரு, கூமாப்பட்டி - 626138. [210,108,384,203]
section-heading: கயத்தார் மேற்கு ஒன்றியம் [431,1706,539,1717]
section-heading: கடம்பூர் பேரூர் [642,529,704,540]
paragraph: அமைப்பாளர் - எ. கிருத்திகாமன் 59, செல்வின். 2 வது தெரு, தூத்துக்குடி. [586,1128,760,1149]
masthead-left [8,10,390,32]
paragraph: துணை அமைப்பாளர்கள் - 1) மு.சாபிக் இஸ்மாயில் மைதீன் பள்ளிவாசல் தெரு, கூடம்பட்டி - 626133. 2) தி.ராமசுப்பிரமணியன் தெற்கு மறவர் பத்தி, கூடம்பட்டி - 626133. 3) ரா.சுந்தர் வ.உ.சி.தெரு, கூடம்பட்டி - 626133. [398,294,572,347]
paragraph: துணை அமைப்பாளர்கள் - 1) வெ.மருதபாண்டி 1/3, மந்தைத் தெரு, சேத்தூர் - 626121. 2) கி.மாரியப்பன் பிள்ளையார் தெரு, சேத்தூர் - 626121. 3) கா.முத்துச்செல்வம் விநாயக முதலியார் சந்து, சேத்தூர் - 626121. [210,1349,384,1401]
paragraph: அமைப்பாளர் - எல். ராஜசிதமுருகன் 15 சி, பிரையண்ட், நகர் 9 வது தெரு, கிழக்கு, தூத்துக்குடி - 8. [586,1347,760,1378]
